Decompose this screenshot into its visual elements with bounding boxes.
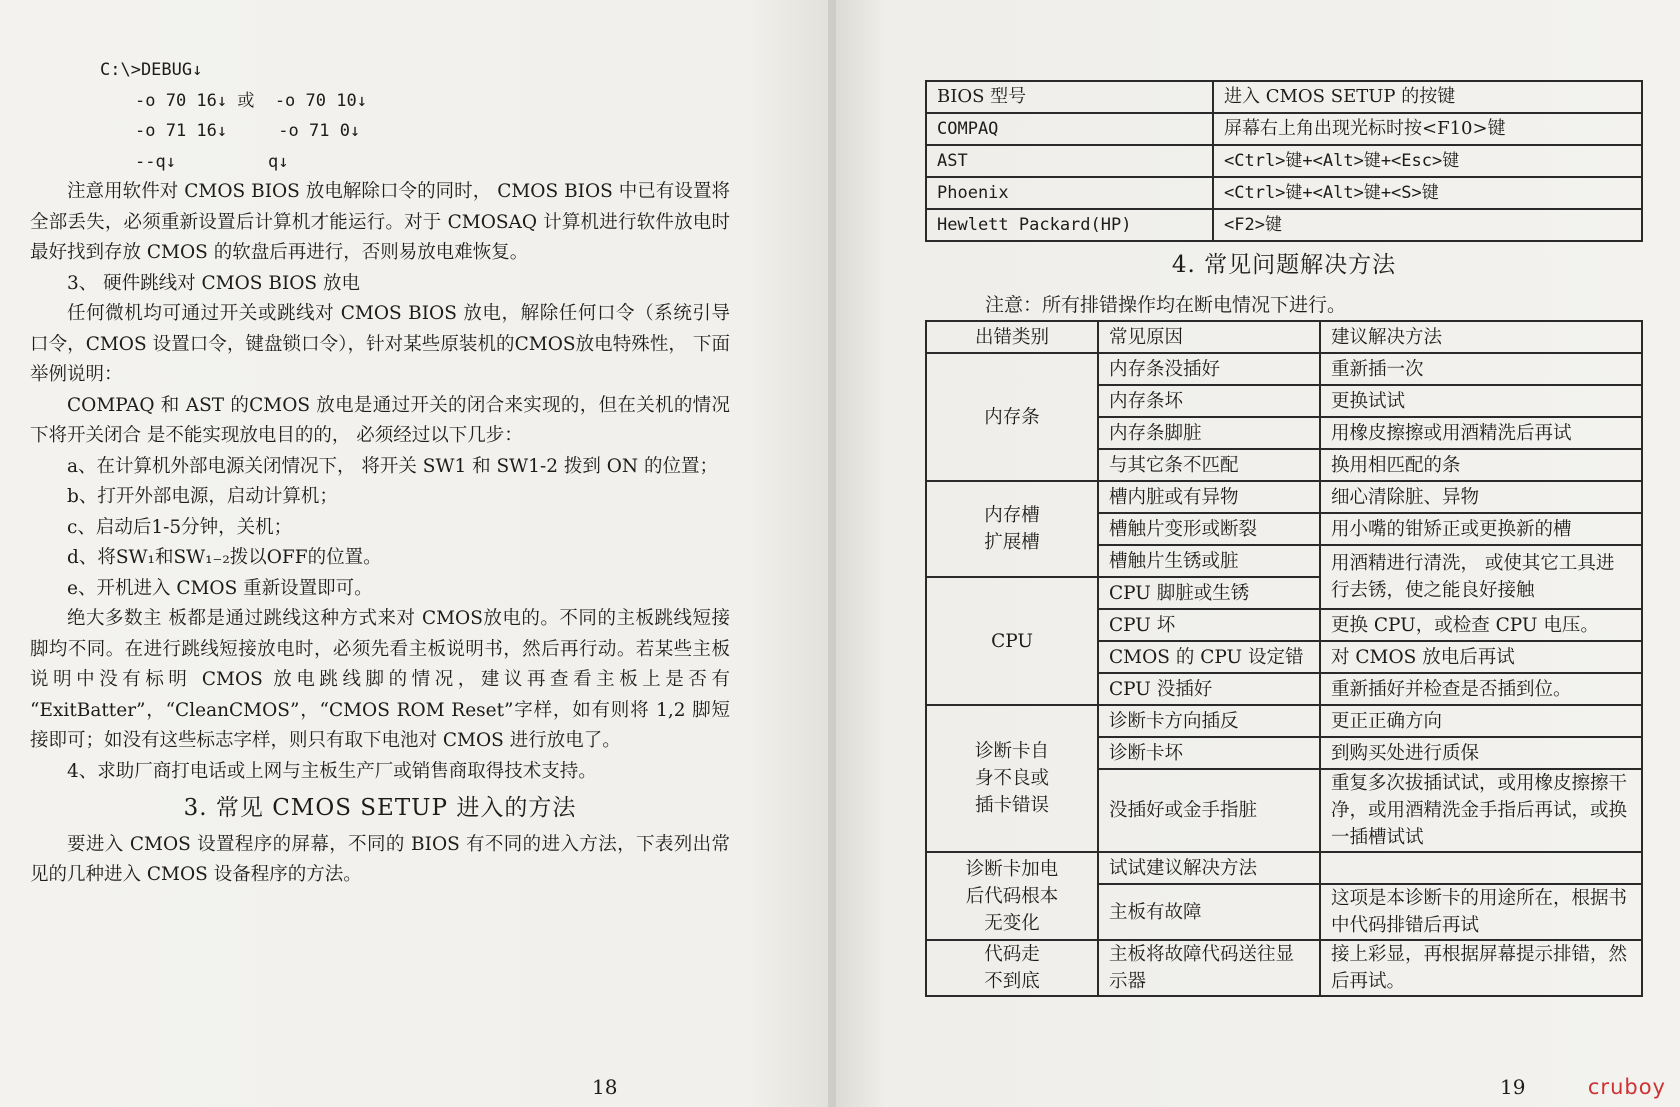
table-cell: Hewlett Packard(HP) [926,209,1213,241]
table-row [926,145,1642,177]
left-page-content [30,55,730,891]
table-cell: Phoenix [926,177,1213,209]
category-line: 身不良或 [974,768,1049,789]
table-row [926,705,1642,737]
table-cell: 试试建议解决方法 [1098,852,1320,884]
table-row [926,209,1642,241]
table-cell: 重新插一次 [1320,353,1642,385]
category-line: 后代码根本 [965,885,1059,907]
table-cell: 诊断卡方向插反 [1098,705,1320,737]
table-cell: CPU 脚脏或生锈 [1098,577,1320,609]
safety-note: 注意：所有排错操作均在断电情况下进行。 [985,294,1347,316]
table-header-cell: 建议解决方法 [1320,321,1642,353]
table-cell: AST [926,145,1213,177]
step-a: a、在计算机外部电源关闭情况下， 将开关 SW1 和 SW1-2 拨到 ON 的位置； [67,455,718,477]
table-cell: 重新插好并检查是否插到位。 [1320,673,1642,705]
step-d: d、将SW₁和SW₁₋₂拨以OFF的位置。 [67,547,382,568]
paragraph-jumper: 任何微机均可通过开关或跳线对 CMOS BIOS 放电，解除任何口令（系统引导口令，CMOS 设置口令，键盘锁口令），针对某些原装机的CMOS放电特殊性， 下面举例说明： [30,303,730,385]
debug-line: -o 70 16↓ 或 -o 70 10↓ [135,90,367,111]
table-cell: 更换 CPU，或检查 CPU 电压。 [1320,609,1642,641]
paragraph-motherboard-jumper: 绝大多数主 板都是通过跳线这种方式来对 CMOS放电的。不同的主板跳线短接脚均不同。在进行跳线短接放电时，必须先看主板说明书，然后再行动。若某些主板说明中没有标明 CMOS 放电跳线脚的情况，建议再查看主板上是否有 “ExitBatter”，“CleanCMOS”，“CMOS ROM Reset”字样，如有则将 1,2 脚短接即可；如没有这些标志字样，则只有取下电池对 CMOS 进行放电了。 [30,608,730,751]
table-cell: 用小嘴的钳矫正或更换新的槽 [1320,513,1642,545]
step-b: b、打开外部电源，启动计算机； [67,486,338,507]
debug-command: C:\>DEBUG↓ [100,60,203,80]
step-c: c、启动后1-5分钟，关机； [67,516,293,538]
table-header-cell: 进入 CMOS SETUP 的按键 [1213,81,1642,113]
table-header-cell: BIOS 型号 [926,81,1213,113]
table-row [926,113,1642,145]
table-cell: CPU 坏 [1098,609,1320,641]
page-number-left: 18 [592,1075,618,1099]
table-cell: 主板有故障 [1098,884,1320,940]
table-cell: 槽触片生锈或脏 [1098,545,1320,577]
table-cell: 诊断卡坏 [1098,737,1320,769]
table-cell: 重复多次拔插试试，或用橡皮擦擦干净，或用酒精洗金手指后再试，或换一插槽试试 [1320,769,1642,852]
table-cell: 到购买处进行质保 [1320,737,1642,769]
category-diag-card [926,705,1098,852]
paragraph-software-discharge: 注意用软件对 CMOS BIOS 放电解除口令的同时， CMOS BIOS 中已有设置将全部丢失，必须重新设置后计算机才能运行。对于 CMOSAQ 计算机进行软件放电时最好找到存放 CMOS 的软盘后再进行，否则易放电难恢复。 [30,181,730,263]
debug-line: -o 71 16↓ -o 71 0↓ [135,121,361,141]
table-cell: 更正正确方向 [1320,705,1642,737]
category-line: 代码走 [984,944,1040,965]
paragraph-compaq-ast: COMPAQ 和 AST 的CMOS 放电是通过开关的闭合来实现的，但在关机的情况下将开关闭合 是不能实现放电目的的， 必须经过以下几步： [30,394,730,446]
category-cpu: CPU [926,577,1098,705]
table-cell [1320,852,1642,884]
paragraph-cmos-setup: 要进入 CMOS 设置程序的屏幕，不同的 BIOS 有不同的进入方法，下表列出常见的几种进入 CMOS 设备程序的方法。 [30,833,730,885]
table-cell: COMPAQ [926,113,1213,145]
table-cell: <Ctrl>键+<Alt>键+<Esc>键 [1213,145,1642,177]
category-memory: 内存条 [926,353,1098,481]
table-cell: 主板将故障代码送往显示器 [1098,940,1320,996]
heading-cmos-setup: 3. 常见 CMOS SETUP 进入的方法 [183,795,577,821]
table-cell: 更换试试 [1320,385,1642,417]
table-cell: CMOS 的 CPU 设定错 [1098,641,1320,673]
table-cell: 细心清除脏、异物 [1320,481,1642,513]
category-code-stops [926,940,1098,996]
table-cell: 内存条没插好 [1098,353,1320,385]
category-line: 不到底 [984,971,1040,992]
table-cell: 槽触片变形或断裂 [1098,513,1320,545]
table-cell: 这项是本诊断卡的用途所在，根据书中代码排错后再试 [1320,884,1642,940]
category-line: 诊断卡加电 [965,858,1059,880]
table-row [926,852,1642,884]
table-cell: 与其它条不匹配 [1098,449,1320,481]
category-slot [926,481,1098,577]
category-line: 诊断卡自 [974,741,1049,762]
table-cell: <F2>键 [1213,209,1642,241]
table-cell: 槽内脏或有异物 [1098,481,1320,513]
table-cell: 接上彩显，再根据屏幕提示排错，然后再试。 [1320,940,1642,996]
item-hardware-jumper: 3、 硬件跳线对 CMOS BIOS 放电 [67,272,360,294]
bios-setup-table [925,80,1643,242]
table-row [926,81,1642,113]
category-line: 插卡错误 [974,795,1049,816]
table-cell: <Ctrl>键+<Alt>键+<S>键 [1213,177,1642,209]
table-cell: 用酒精进行清洗， 或使其它工具进行去锈，使之能良好接触 [1320,545,1642,609]
step-e: e、开机进入 CMOS 重新设置即可。 [67,577,373,599]
table-cell: 用橡皮擦擦或用酒精洗后再试 [1320,417,1642,449]
table-cell: 屏幕右上角出现光标时按<F10>键 [1213,113,1642,145]
debug-line: --q↓ q↓ [135,151,289,172]
category-no-change [926,852,1098,940]
table-row [926,940,1642,996]
table-cell: CPU 没插好 [1098,673,1320,705]
category-line: 内存槽 [984,505,1040,526]
heading-troubleshooting: 4. 常见问题解决方法 [1171,252,1397,278]
category-line: 扩展槽 [984,532,1040,553]
table-cell: 内存条脚脏 [1098,417,1320,449]
watermark: cruboy [1587,1075,1666,1099]
troubleshooting-table [925,320,1643,997]
table-row [926,481,1642,513]
category-line: 无变化 [984,912,1040,934]
table-cell: 内存条坏 [1098,385,1320,417]
table-header-cell: 出错类别 [926,321,1098,353]
table-row [926,177,1642,209]
item-support: 4、求助厂商打电话或上网与主板生产厂或销售商取得技术支持。 [67,760,597,782]
table-cell: 没插好或金手指脏 [1098,769,1320,852]
table-row [926,321,1642,353]
table-cell: 对 CMOS 放电后再试 [1320,641,1642,673]
page-number-right: 19 [1500,1075,1526,1099]
table-header-cell: 常见原因 [1098,321,1320,353]
table-cell: 换用相匹配的条 [1320,449,1642,481]
table-row [926,353,1642,385]
left-page [0,0,830,1107]
